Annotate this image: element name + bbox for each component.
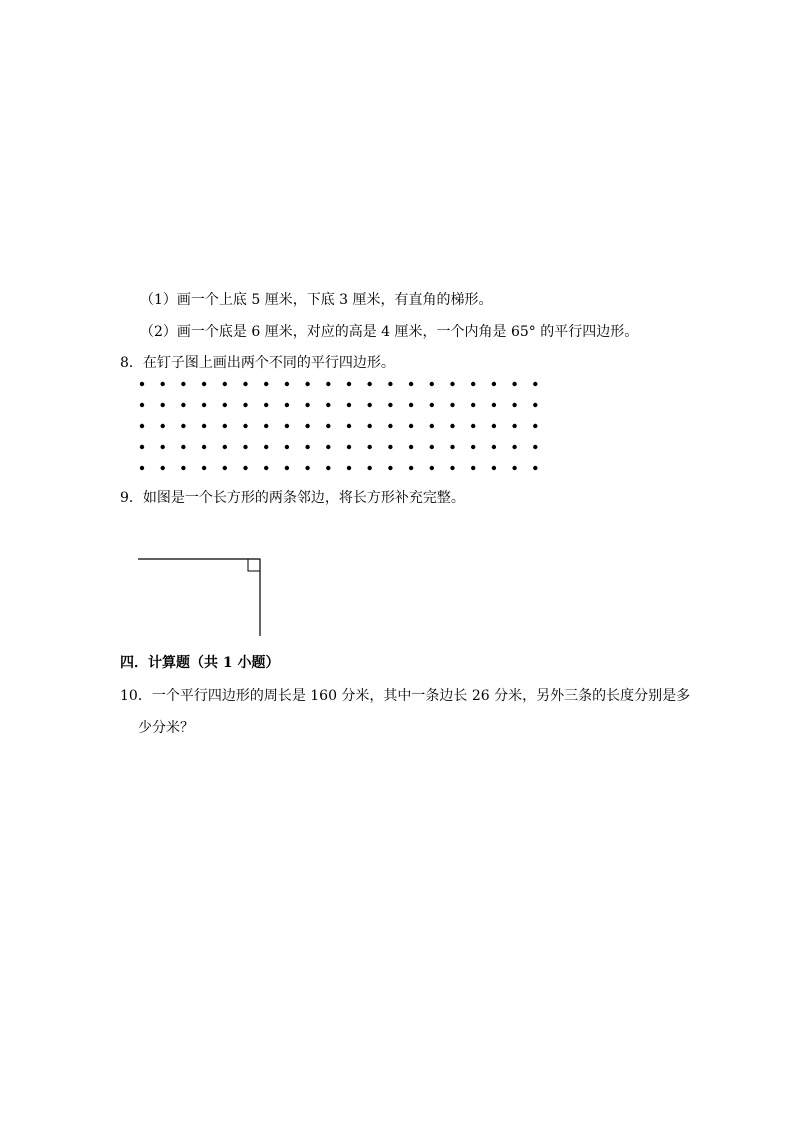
nail-dot: [409, 382, 413, 386]
nail-dot: [492, 424, 496, 428]
nail-dot: [512, 424, 516, 428]
nail-dot: [326, 445, 330, 449]
nail-dot: [243, 424, 247, 428]
nail-dot: [368, 403, 372, 407]
nail-dot: [471, 466, 475, 470]
nail-dot: [202, 424, 206, 428]
nail-dot: [223, 445, 227, 449]
nail-dot: [161, 466, 165, 470]
nail-dot: [512, 382, 516, 386]
nail-dot: [347, 403, 351, 407]
nail-dot: [223, 466, 227, 470]
nail-dot: [450, 466, 454, 470]
nail-dot: [264, 466, 268, 470]
nail-dot: [326, 466, 330, 470]
nail-dot: [512, 403, 516, 407]
nail-dot: [430, 445, 434, 449]
nail-dot: [161, 403, 165, 407]
nail-dot: [326, 424, 330, 428]
nail-dot: [347, 382, 351, 386]
nail-dot: [202, 403, 206, 407]
nail-dot: [305, 382, 309, 386]
nail-dot: [223, 403, 227, 407]
nail-dot: [430, 382, 434, 386]
nail-dot: [243, 445, 247, 449]
nail-dot: [161, 382, 165, 386]
nail-dot: [140, 466, 144, 470]
nail-dot: [223, 424, 227, 428]
nail-dot: [533, 424, 537, 428]
nail-dot: [181, 382, 185, 386]
nail-dot: [285, 445, 289, 449]
nail-dot: [388, 445, 392, 449]
question-7-part-1: （1）画一个上底 5 厘米，下底 3 厘米，有直角的梯形。: [140, 292, 493, 308]
nail-dot: [223, 382, 227, 386]
nail-dot: [409, 403, 413, 407]
nail-dot: [202, 466, 206, 470]
nail-dot: [430, 466, 434, 470]
nail-dot: [285, 424, 289, 428]
nail-dot: [181, 424, 185, 428]
nail-dot: [140, 382, 144, 386]
nail-dot: [492, 466, 496, 470]
nail-dot: [326, 403, 330, 407]
nail-dot: [347, 466, 351, 470]
nail-dot: [450, 403, 454, 407]
nail-dot: [430, 424, 434, 428]
nail-dot: [471, 424, 475, 428]
section-4-title: 四．计算题（共 1 小题）: [120, 655, 280, 671]
question-9: 9．如图是一个长方形的两条邻边，将长方形补充完整。: [120, 490, 465, 506]
nail-dot: [368, 466, 372, 470]
nail-dot: [388, 424, 392, 428]
nail-dot: [305, 403, 309, 407]
nail-dot: [181, 466, 185, 470]
nail-dot: [264, 382, 268, 386]
nail-dot: [450, 424, 454, 428]
nail-dot: [388, 403, 392, 407]
nail-dot: [264, 424, 268, 428]
nail-dot: [409, 424, 413, 428]
nail-dot: [202, 382, 206, 386]
nail-dot: [388, 466, 392, 470]
nail-dot: [243, 403, 247, 407]
rectangle-adjacent-sides-figure: [136, 554, 268, 640]
nail-dot: [492, 403, 496, 407]
nail-dot: [202, 445, 206, 449]
nail-dot: [161, 445, 165, 449]
nail-dot: [285, 466, 289, 470]
nail-dot: [347, 424, 351, 428]
nail-dot: [305, 445, 309, 449]
question-10-line-2: 少分米？: [138, 720, 194, 736]
nail-dot: [243, 466, 247, 470]
nail-dot: [368, 382, 372, 386]
nail-dot: [243, 382, 247, 386]
nail-dot: [347, 445, 351, 449]
nail-dot: [533, 403, 537, 407]
nail-dot: [264, 445, 268, 449]
question-10-line-1: 10．一个平行四边形的周长是 160 分米，其中一条边长 26 分米，另外三条的长度分别是多: [120, 688, 691, 704]
nail-dot: [140, 424, 144, 428]
nail-dot: [471, 445, 475, 449]
nail-dot: [409, 466, 413, 470]
nail-dot: [326, 382, 330, 386]
question-8: 8．在钉子图上画出两个不同的平行四边形。: [120, 355, 395, 371]
nail-dot: [305, 424, 309, 428]
nail-dot: [450, 382, 454, 386]
nail-dot: [181, 445, 185, 449]
nail-dot: [533, 382, 537, 386]
nail-dot: [161, 424, 165, 428]
nail-dot: [368, 445, 372, 449]
nail-dot: [305, 466, 309, 470]
nail-dot: [140, 445, 144, 449]
right-angle-marker: [248, 559, 260, 571]
nail-dot: [181, 403, 185, 407]
nail-dot: [492, 445, 496, 449]
nail-dot: [471, 403, 475, 407]
nail-dot: [512, 445, 516, 449]
nail-dot: [285, 382, 289, 386]
nail-dot: [264, 403, 268, 407]
nail-dot: [512, 466, 516, 470]
nail-dot: [285, 403, 289, 407]
nail-dot: [388, 382, 392, 386]
nail-dot-grid: [138, 378, 548, 478]
nail-dot: [533, 466, 537, 470]
nail-dot: [409, 445, 413, 449]
nail-dot: [492, 382, 496, 386]
nail-dot: [368, 424, 372, 428]
nail-dot: [430, 403, 434, 407]
question-7-part-2: （2）画一个底是 6 厘米，对应的高是 4 厘米，一个内角是 65° 的平行四边形。: [140, 324, 639, 340]
nail-dot: [450, 445, 454, 449]
nail-dot: [533, 445, 537, 449]
nail-dot: [471, 382, 475, 386]
nail-dot: [140, 403, 144, 407]
